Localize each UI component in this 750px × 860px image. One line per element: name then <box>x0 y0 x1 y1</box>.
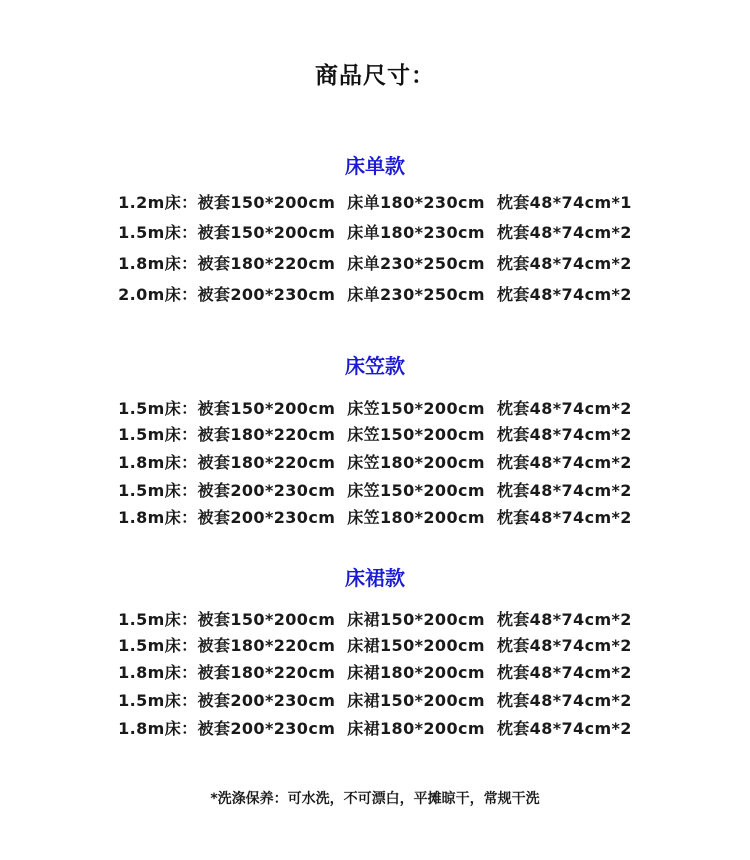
section-title-sheet: 床单款 <box>345 154 405 178</box>
size-row: 1.5m床：被套150*200cm 床裙150*200cm 枕套48*74cm*2 <box>118 610 632 629</box>
size-row: 1.5m床：被套150*200cm 床单180*230cm 枕套48*74cm*2 <box>118 223 632 242</box>
size-row: 1.5m床：被套150*200cm 床笠150*200cm 枕套48*74cm*2 <box>118 399 632 418</box>
section-title-fitted: 床笠款 <box>345 354 405 378</box>
size-row: 1.5m床：被套200*230cm 床笠150*200cm 枕套48*74cm*2 <box>118 481 632 500</box>
size-row: 2.0m床：被套200*230cm 床单230*250cm 枕套48*74cm*2 <box>118 285 632 304</box>
size-row: 1.5m床：被套180*220cm 床裙150*200cm 枕套48*74cm*2 <box>118 636 632 655</box>
size-row: 1.8m床：被套180*220cm 床裙180*200cm 枕套48*74cm*2 <box>118 663 632 682</box>
size-row: 1.8m床：被套200*230cm 床笠180*200cm 枕套48*74cm*2 <box>118 508 632 527</box>
size-row: 1.8m床：被套180*220cm 床单230*250cm 枕套48*74cm*2 <box>118 254 632 273</box>
care-instructions: *洗涤保养：可水洗，不可漂白，平摊晾干，常规干洗 <box>210 791 540 807</box>
page-title: 商品尺寸： <box>315 63 435 89</box>
size-row: 1.5m床：被套180*220cm 床笠150*200cm 枕套48*74cm*2 <box>118 425 632 444</box>
size-row: 1.8m床：被套200*230cm 床裙180*200cm 枕套48*74cm*2 <box>118 719 632 738</box>
size-row: 1.5m床：被套200*230cm 床裙150*200cm 枕套48*74cm*2 <box>118 691 632 710</box>
size-row: 1.2m床：被套150*200cm 床单180*230cm 枕套48*74cm*1 <box>118 193 632 212</box>
section-title-skirt: 床裙款 <box>345 566 405 590</box>
size-row: 1.8m床：被套180*220cm 床笠180*200cm 枕套48*74cm*2 <box>118 453 632 472</box>
